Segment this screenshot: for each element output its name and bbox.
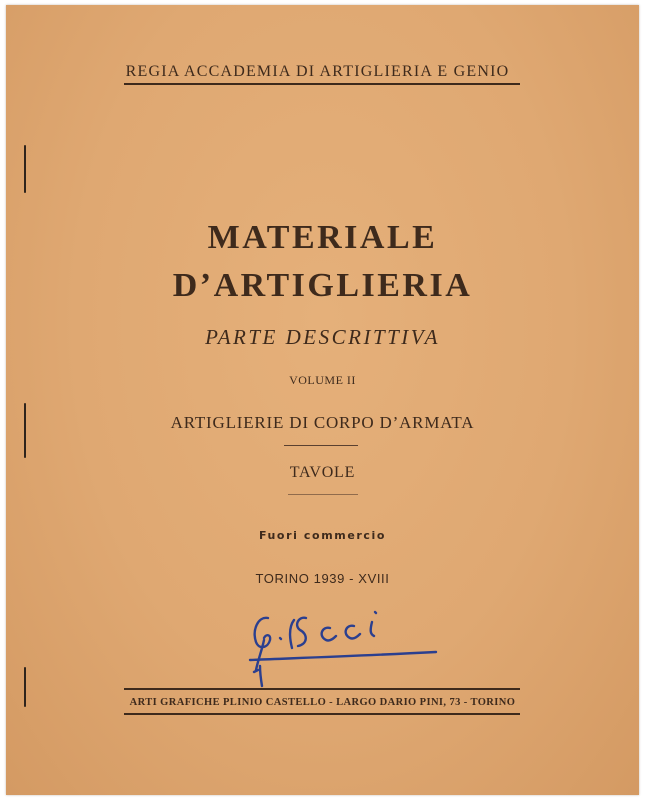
distribution-note: Fuori commercio xyxy=(258,529,387,542)
section-title: ARTIGLIERIE DI CORPO D’ARMATA xyxy=(170,413,475,432)
volume-label: VOLUME II xyxy=(289,373,356,387)
divider-top xyxy=(284,445,358,446)
binding-stitch xyxy=(24,145,26,193)
place-and-date: TORINO 1939 - XVIII xyxy=(255,571,390,586)
institution-underline xyxy=(124,83,520,85)
printer-rule-top xyxy=(124,688,520,690)
handwritten-signature xyxy=(238,600,448,690)
book-cover xyxy=(6,5,639,795)
divider-bottom xyxy=(288,494,358,495)
printer-imprint: ARTI GRAFICHE PLINIO CASTELLO - LARGO DARIO PINI, 73 - TORINO xyxy=(129,697,516,708)
plates-label: TAVOLE xyxy=(289,464,356,481)
title-line-1: MATERIALE xyxy=(207,219,438,256)
title-line-2: D’ARTIGLIERIA xyxy=(172,267,473,304)
institution-name: REGIA ACCADEMIA DI ARTIGLIERIA E GENIO xyxy=(125,63,510,80)
printer-rule-bottom xyxy=(124,713,520,715)
subtitle: PARTE DESCRITTIVA xyxy=(205,325,440,349)
